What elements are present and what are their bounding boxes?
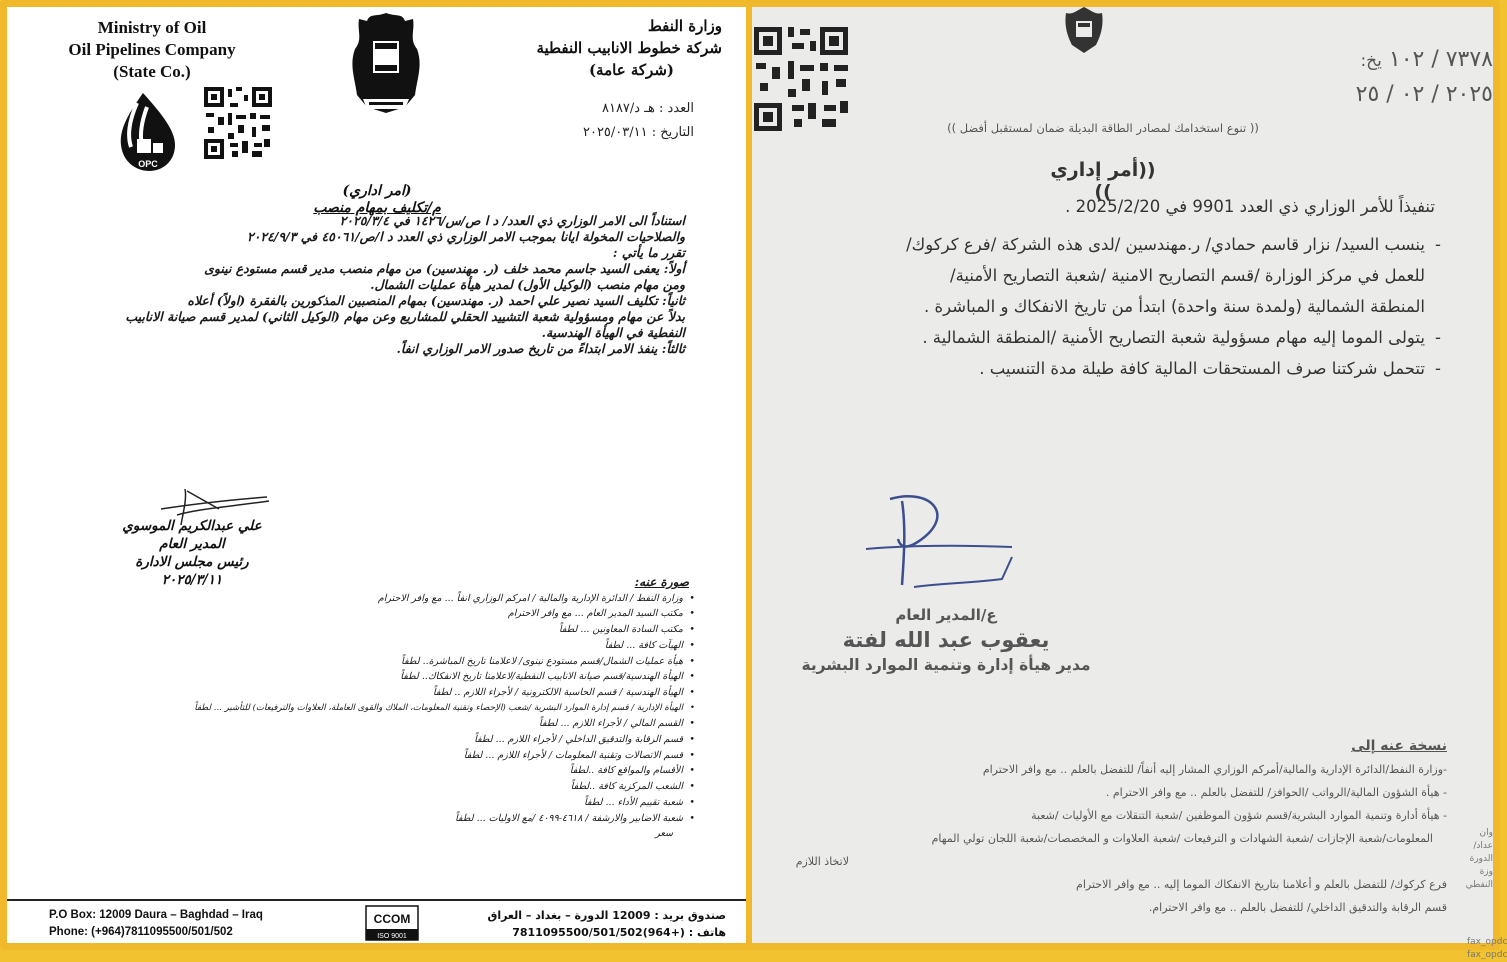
opc-logo-icon xyxy=(107,89,197,179)
company-name-ar: شركة خطوط الانابيب النفطية xyxy=(536,39,722,57)
edge-line: عداد/الدورة xyxy=(1469,841,1493,864)
signature-right-icon xyxy=(862,487,1052,607)
qr-code-icon xyxy=(752,23,852,135)
signer-block-right xyxy=(786,605,1106,676)
company-name-en: Oil Pipelines Company xyxy=(68,40,236,59)
copy-item: • هيأة عمليات الشمال/قسم مستودع نينوى/ لاعلامنا تاريخ المباشرة.. لطفاً xyxy=(327,654,683,670)
company-slogan: (( تنوع استخدامك لمصادر الطاقة البديلة ضمان لمستقبل أفضل )) xyxy=(947,121,1259,135)
copy-line: - هيأة أدارة وتنمية الموارد البشرية/قسم شؤون الموظفين /شعبة التنقلات مع الأوليات /شعبة xyxy=(1031,809,1447,822)
order-item-line: - تتحمل شركتنا صرف المستحقات المالية كافة طيلة مدة التنسيب . xyxy=(979,359,1425,378)
copy-title: صورة عنه: xyxy=(634,575,689,589)
order-subject: م/تكليف بمهام منصب xyxy=(313,200,441,216)
copy-item: • وزارة النفط / الدائرة الإدارية والمالية / امركم الوزاري انفاً ... مع وافر الاحترام xyxy=(327,591,683,607)
reference-number: العدد : هـ د/٨١٨٧ xyxy=(601,101,694,116)
copy-line: لاتخاذ اللازم xyxy=(795,855,849,868)
qr-code-icon xyxy=(202,85,274,161)
body-line: تقرر ما يأتي : xyxy=(612,245,685,260)
po-box-ar: صندوق بريد : 12009 الدورة – بغداد – العراق xyxy=(487,909,726,922)
signature-date: ٢٠٢٥/٣/١١ xyxy=(161,572,223,588)
document-number-block xyxy=(1273,43,1493,111)
copy-line: قسم الرقابة والتدقيق الداخلي/ للتفضل بالعلم .. مع وافر الاحترام. xyxy=(1148,901,1447,914)
order-item-line: - ينسب السيد/ نزار قاسم حمادي/ ر.مهندسين /لدى هذه الشركة /فرع كركوك/ xyxy=(906,235,1425,254)
body-line: ثالثاً: ينفذ الامر ابتداءً من تاريخ صدور الامر الوزاري انفاً. xyxy=(396,341,685,356)
company-type-ar: (شركة عامة) xyxy=(588,61,674,79)
arabic-letterhead xyxy=(502,15,722,81)
order-intro: تنفيذاً للأمر الوزاري ذي العدد 9901 في 2025/2/20 . xyxy=(1065,197,1435,216)
order-body xyxy=(69,213,685,357)
body-line: بدلاً عن مهام ومسؤولية شعبة التشييد الحقلي للمشاريع وعن مهام (الوكيل الثاني) لمدير قسم صيانة الانابيب xyxy=(125,309,685,324)
english-letterhead xyxy=(47,17,257,83)
copy-item: • مكتب السيد المدير العام ... مع وافر الاحترام xyxy=(327,606,683,622)
opc-logo-text: OPC xyxy=(138,159,158,169)
copy-item: • شعبة الاضابير والارشفة / ٤٦١٨-٤٠٩٩ /مع الاوليات ... لطفاً xyxy=(327,811,683,827)
edge-line: fax_opdc xyxy=(1467,950,1507,960)
signer-title: ع/المدير العام xyxy=(895,606,997,624)
order-title: ((أمر إداري )) xyxy=(1050,159,1156,203)
order-item-line: - يتولى الموما إليه مهام مسؤولية شعبة التصاريح الأمنية /المنطقة الشمالية . xyxy=(922,328,1425,347)
document-number-label: يخ: xyxy=(1360,51,1382,71)
po-box-en: P.O Box: 12009 Daura – Baghdad – Iraq xyxy=(49,909,263,921)
document-number-value: ٧٣٧٨ / ١٠٢ xyxy=(1388,47,1493,72)
order-title: (امر اداري) xyxy=(342,183,412,199)
body-line: والصلاحيات المخولة ايانا بموجب الامر الوزاري ذي العدد د ا/ص/٤٥٠٦١ في ٢٠٢٤/٩/٣ xyxy=(246,229,685,244)
company-type-en: (State Co.) xyxy=(113,62,191,81)
iraq-emblem-icon xyxy=(345,9,427,117)
body-line: أولاً: يعفى السيد جاسم محمد خلف (ر. مهندسين) من مهام منصب مدير قسم مستودع نينوى xyxy=(204,261,685,276)
copy-line: فرع كركوك/ للتفضل بالعلم و أعلامنا بتاريخ الانفكاك الموما إليه .. مع وافر الاحترام xyxy=(1076,878,1447,891)
document-number xyxy=(1273,43,1493,78)
left-document xyxy=(7,7,746,943)
order-items xyxy=(759,229,1439,384)
ccom-iso-badge xyxy=(365,905,419,941)
signer-name: علي عبدالكريم الموسوي xyxy=(122,518,262,534)
left-footer xyxy=(7,899,746,943)
copy-item: • قسم الاتصالات وتقنية المعلومات / لأجراء اللازم ... لطفاً xyxy=(327,748,683,764)
body-line: النفطية في الهيأة الهندسية. xyxy=(541,325,685,340)
order-title-block xyxy=(307,183,447,217)
footer-en xyxy=(49,907,263,941)
document-date: ٢٠٢٥ / ٠٢ / ٢٥ xyxy=(1355,82,1493,107)
copy-item: • الهيأة الإدارية / قسم إدارة الموارد البشرية /شعب (الإحصاء وتقنية المعلومات، الملاك والقوى العاملة، العلاوات والترفيعات) للتأشير ... لطفاً xyxy=(327,701,683,717)
signer-block-left xyxy=(97,517,287,589)
order-item-line: المنطقة الشمالية (ولمدة سنة واحدة) ابتدأ من تاريخ الانفكاك و المباشرة . xyxy=(924,297,1425,316)
body-line: ثانياً: تكليف السيد نصير علي احمد (ر. مهندسين) بمهام المنصبين المذكورين بالفقرة (اولاً) أعلاه xyxy=(187,293,685,308)
copy-title: نسخة عنه إلى xyxy=(1351,738,1447,754)
order-item xyxy=(759,322,1439,353)
copy-line: المعلومات/شعبة الإجازات /شعبة الشهادات و الترفيعات /شعبة العلاوات و المخصصات/شعبة اللجان تولي المهام xyxy=(931,832,1433,845)
copy-item: • الشعب المركزية كافة ..لطفاً xyxy=(327,779,683,795)
copy-line: - هيأة الشؤون المالية/الرواتب /الحوافز/ للتفضل بالعلم .. مع وافر الاحترام . xyxy=(1105,786,1447,799)
order-item xyxy=(759,353,1439,384)
signer-title: المدير العام xyxy=(159,536,225,552)
reference-date: التاريخ : ٢٠٢٥/٠٣/١١ xyxy=(582,125,694,140)
copy-item: • الأقسام والمواقع كافة ..لطفاً xyxy=(327,763,683,779)
ministry-name-ar: وزارة النفط xyxy=(647,17,722,35)
copy-to-list xyxy=(761,735,1447,919)
copy-item: • الهيأة الهندسية/قسم صيانة الانابيب النفطية/لاعلامنا تاريخ الانفكاك.. لطفاً xyxy=(327,669,683,685)
copy-item: • الهيآت كافة ... لطفاً xyxy=(327,638,683,654)
footer-ar xyxy=(487,907,726,941)
signer-position: مدير هيأة إدارة وتنمية الموارد البشرية xyxy=(801,656,1091,674)
copy-item: • القسم المالي / لأجراء اللازم ... لطفاً xyxy=(327,716,683,732)
right-document xyxy=(752,7,1507,960)
copy-end-mark: سعر xyxy=(655,828,673,840)
signer-name: يعقوب عبد الله لفتة xyxy=(842,628,1050,652)
iso-label: ISO 9001 xyxy=(377,933,407,940)
copy-to-list xyxy=(194,575,699,842)
copy-item: • الهيأة الهندسية / قسم الحاسبة الالكترونية / لأجراء اللازم .. لطفاً xyxy=(327,685,683,701)
copy-item: • مكتب السادة المعاونين ... لطفاً xyxy=(327,622,683,638)
ccom-label: CCOM xyxy=(373,912,411,926)
ministry-name-en: Ministry of Oil xyxy=(97,18,207,37)
edge-line: fax_opdc xyxy=(1467,937,1507,947)
body-line: استناداً الى الامر الوزاري ذي العدد/ د ا ص/س/١٤٢٦ في ٢٠٢٥/٣/٤ xyxy=(339,213,685,228)
copy-item: • شعبة تقييم الأداء ... لطفاً xyxy=(327,795,683,811)
phone-ar: هاتف : (+964)7811095500/501/502 xyxy=(512,926,726,939)
edge-line: وزة النفطي xyxy=(1465,867,1493,890)
edge-line: وان xyxy=(1479,828,1493,838)
cut-off-edge-text xyxy=(1465,827,1507,962)
order-item xyxy=(759,229,1439,260)
iraq-emblem-icon xyxy=(1056,3,1112,55)
copy-item: • قسم الرقابة والتدقيق الداخلي / لأجراء اللازم ... لطفاً xyxy=(327,732,683,748)
signer-position: رئيس مجلس الادارة xyxy=(135,554,249,570)
copy-line: -وزارة النفط/الدائرة الإدارية والمالية/أمركم الوزاري المشار إليه أنفاً/ للتفضل بالعلم .. مع وافر الاحترام xyxy=(982,763,1447,776)
reference-block xyxy=(474,97,694,145)
body-line: ومن مهام منصب (الوكيل الأول) لمدير هيأة عمليات الشمال. xyxy=(370,277,685,292)
order-item-line: للعمل في مركز الوزارة /قسم التصاريح الامنية /شعبة التصاريح الأمنية/ xyxy=(950,266,1425,285)
phone-en: Phone: (+964)7811095500/501/502 xyxy=(49,926,233,938)
